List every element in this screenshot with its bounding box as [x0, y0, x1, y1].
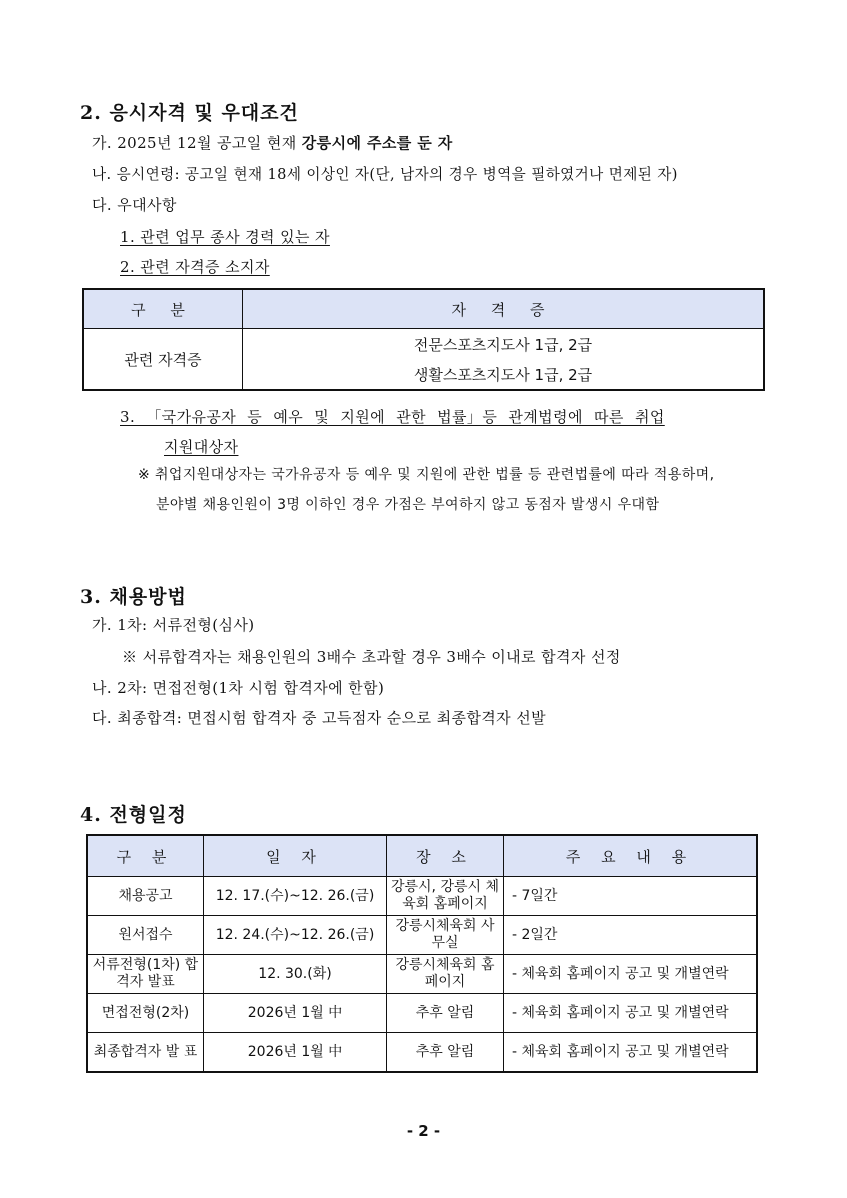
schedule-date: 12. 24.(수)~12. 26.(금)	[204, 916, 387, 955]
section-3-item-na: 나. 2차: 면접전형(1차 시험 합격자에 한함)	[92, 679, 385, 697]
schedule-date: 12. 17.(수)~12. 26.(금)	[204, 877, 387, 916]
schedule-place: 추후 알림	[387, 1033, 504, 1073]
preference-item-2: 2. 관련 자격증 소지자	[120, 258, 270, 276]
schedule-row	[87, 994, 757, 1033]
section-2-item-na: 나. 응시연령: 공고일 현재 18세 이상인 자(단, 남자의 경우 병역을 필하였거나 면제된 자)	[92, 166, 678, 183]
preference-item-3-cont: 지원대상자	[164, 438, 239, 456]
schedule-category: 원서접수	[87, 916, 204, 955]
schedule-place: 강릉시, 강릉시 체육회 홈페이지	[387, 877, 504, 916]
address-requirement: 강릉시에 주소를 둔 자	[301, 134, 453, 152]
schedule-row	[87, 916, 757, 955]
certificate-table-header-category: 구 분	[83, 289, 243, 329]
section-4-title: 4. 전형일정	[80, 804, 187, 826]
schedule-content: - 체육회 홈페이지 공고 및 개별연락	[504, 955, 758, 994]
section-3-item-ga: 가. 1차: 서류전형(심사)	[92, 616, 255, 634]
section-3-note: ※ 서류합격자는 채용인원의 3배수 초과할 경우 3배수 이내로 합격자 선정	[122, 648, 621, 666]
schedule-header-content: 주 요 내 용	[504, 835, 758, 877]
preference-note-line-1: ※ 취업지원대상자는 국가유공자 등 예우 및 지원에 관한 법률 등 관련법률에 따라 적용하며,	[138, 467, 715, 483]
schedule-date: 2026년 1월 中	[204, 994, 387, 1033]
schedule-content: - 7일간	[504, 877, 758, 916]
certificate-table	[82, 288, 765, 391]
schedule-place: 강릉시체육회 사무실	[387, 916, 504, 955]
schedule-place: 추후 알림	[387, 994, 504, 1033]
schedule-category: 최종합격자 발 표	[87, 1033, 204, 1073]
section-2-item-da: 다. 우대사항	[92, 196, 177, 214]
schedule-content: - 체육회 홈페이지 공고 및 개별연락	[504, 1033, 758, 1073]
preference-item-3: 3. 「국가유공자 등 예우 및 지원에 관한 법률」등 관계법령에 따른 취업	[120, 408, 665, 426]
schedule-content: - 2일간	[504, 916, 758, 955]
section-2-item-ga: 가. 2025년 12월 공고일 현재 강릉시에 주소를 둔 자	[92, 134, 453, 152]
schedule-category: 서류전형(1차) 합격자 발표	[87, 955, 204, 994]
certificate-table-header-certificate: 자 격 증	[243, 289, 765, 329]
schedule-date: 12. 30.(화)	[204, 955, 387, 994]
schedule-category: 면접전형(2차)	[87, 994, 204, 1033]
schedule-content: - 체육회 홈페이지 공고 및 개별연락	[504, 994, 758, 1033]
certificate-item: 전문스포츠지도사 1급, 2급	[243, 329, 765, 360]
preference-note-line-2: 분야별 채용인원이 3명 이하인 경우 가점은 부여하지 않고 동점자 발생시 우대함	[156, 497, 660, 513]
certificate-row-label: 관련 자격증	[83, 329, 243, 391]
schedule-category: 채용공고	[87, 877, 204, 916]
schedule-header-category: 구 분	[87, 835, 204, 877]
schedule-date: 2026년 1월 中	[204, 1033, 387, 1073]
schedule-header-date: 일 자	[204, 835, 387, 877]
schedule-row	[87, 955, 757, 994]
section-3-item-da: 다. 최종합격: 면접시험 합격자 중 고득점자 순으로 최종합격자 선발	[92, 709, 546, 727]
section-2-title: 2. 응시자격 및 우대조건	[80, 102, 299, 124]
section-3-title: 3. 채용방법	[80, 586, 187, 608]
certificate-item: 생활스포츠지도사 1급, 2급	[243, 359, 765, 390]
schedule-place: 강릉시체육회 홈페이지	[387, 955, 504, 994]
schedule-table	[86, 834, 758, 1073]
schedule-row	[87, 877, 757, 916]
page-number: - 2 -	[406, 1122, 441, 1140]
schedule-header-place: 장 소	[387, 835, 504, 877]
preference-item-1: 1. 관련 업무 종사 경력 있는 자	[120, 228, 330, 246]
schedule-row	[87, 1033, 757, 1073]
